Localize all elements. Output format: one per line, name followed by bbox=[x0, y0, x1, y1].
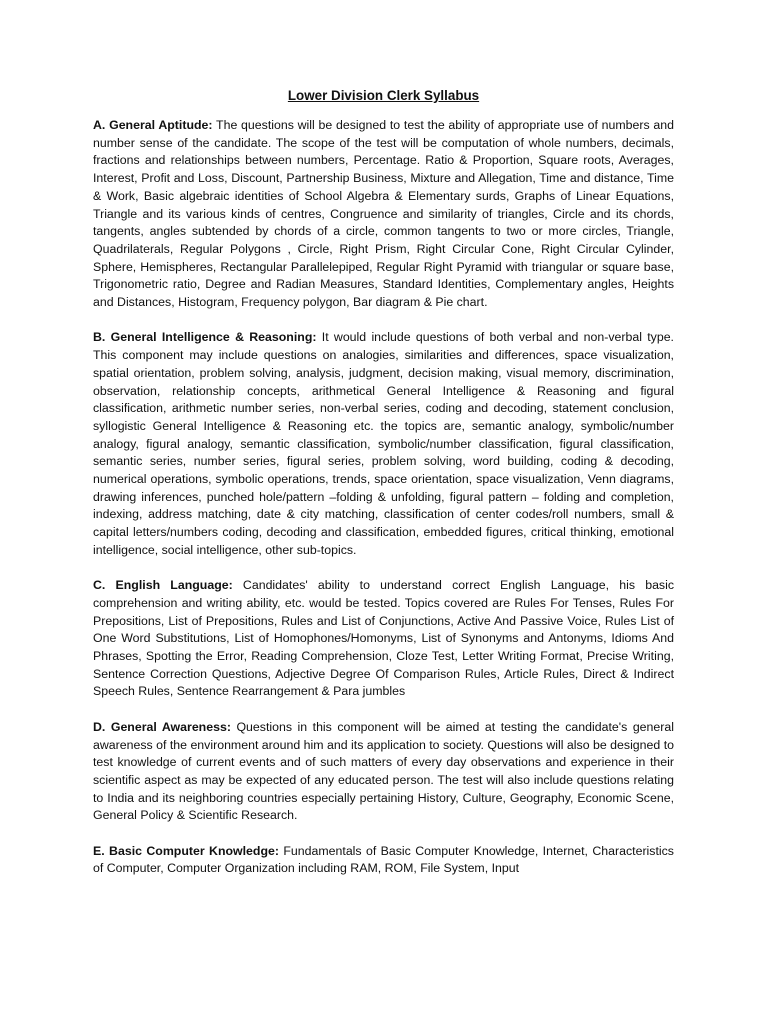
section-general-intelligence bbox=[93, 329, 674, 559]
section-body: It would include questions of both verbal and non-verbal type. This component may include questions on analogies, similarities and differences, space visualization, spatial orientation, problem solving, analysis, judgment, decision making, visual memory, discrimination, observation, relationship concepts, arithmetical General Intelligence & Reasoning and figural classification, arithmetic number series, non-verbal series, coding and decoding, statement conclusion, syllogistic General Intelligence & Reasoning etc. the topics are, semantic analogy, symbolic/number analogy, figural analogy, semantic classification, symbolic/number classification, figural classification, semantic series, number series, figural series, problem solving, word building, coding & decoding, numerical operations, symbolic operations, trends, space orientation, space visualization, Venn diagrams, drawing inferences, punched hole/pattern –folding & unfolding, figural pattern – folding and completion, indexing, address matching, date & city matching, classification of center codes/roll numbers, small & capital letters/numbers coding, decoding and classification, embedded figures, critical thinking, emotional intelligence, social intelligence, other sub-topics. bbox=[93, 330, 674, 557]
section-body: Questions in this component will be aimed at testing the candidate's general awareness of the environment around him and its application to society. Questions will also be designed to test knowledge of current events and of such matters of every day observations and experience in their scientific aspect as may be expected of any educated person. The test will also include questions relating to India and its neighboring countries especially pertaining History, Culture, Geography, Economic Scene, General Policy & Scientific Research. bbox=[93, 719, 674, 823]
section-body: The questions will be designed to test the ability of appropriate use of numbers and number sense of the candidate. The scope of the test will be computation of whole numbers, decimals, fractions and relationships between numbers, Percentage. Ratio & Proportion, Square roots, Averages, Interest, Profit and Loss, Discount, Partnership Business, Mixture and Allegation, Time and distance, Time & Work, Basic algebraic identities of School Algebra & Elementary surds, Graphs of Linear Equations, Triangle and its various kinds of centres, Congruence and similarity of triangles, Circle and its chords, tangents, angles subtended by chords of a circle, common tangents to two or more circles, Triangle, Quadrilaterals, Regular Polygons , Circle, Right Prism, Right Circular Cone, Right Circular Cylinder, Sphere, Hemispheres, Rectangular Parallelepiped, Regular Right Pyramid with triangular or square base, Trigonometric ratio, Degree and Radian Measures, Standard Identities, Complementary angles, Heights and Distances, Histogram, Frequency polygon, Bar diagram & Pie chart. bbox=[93, 118, 675, 310]
section-heading: C. English Language: bbox=[93, 578, 233, 593]
section-body: Fundamentals of Basic Computer Knowledge, Internet, Characteristics of Computer, Computer Organization including RAM, ROM, File System, Input bbox=[93, 843, 674, 876]
section-heading: E. Basic Computer Knowledge: bbox=[93, 843, 279, 858]
section-heading: A. General Aptitude: bbox=[93, 118, 213, 132]
section-general-aptitude bbox=[93, 117, 674, 312]
section-basic-computer-knowledge bbox=[93, 843, 674, 878]
section-heading: B. General Intelligence & Reasoning: bbox=[93, 330, 317, 345]
section-english-language bbox=[93, 577, 674, 701]
page-title: Lower Division Clerk Syllabus bbox=[287, 88, 480, 103]
section-body: Candidates' ability to understand correct English Language, his basic comprehension and writing ability, etc. would be tested. Topics covered are Rules For Tenses, Rules For Prepositions, List of Prepositions, Rules and List of Conjunctions, Active And Passive Voice, Rules List of One Word Substitutions, List of Homophones/Homonyms, List of Synonyms and Antonyms, Idioms And Phrases, Spotting the Error, Reading Comprehension, Cloze Test, Letter Writing Format, Precise Writing, Sentence Correction Questions, Adjective Degree Of Comparison Rules, Article Rules, Direct & Indirect Speech Rules, Sentence Rearrangement & Para jumbles bbox=[93, 578, 675, 699]
section-heading: D. General Awareness: bbox=[93, 719, 231, 734]
section-general-awareness bbox=[93, 719, 674, 825]
